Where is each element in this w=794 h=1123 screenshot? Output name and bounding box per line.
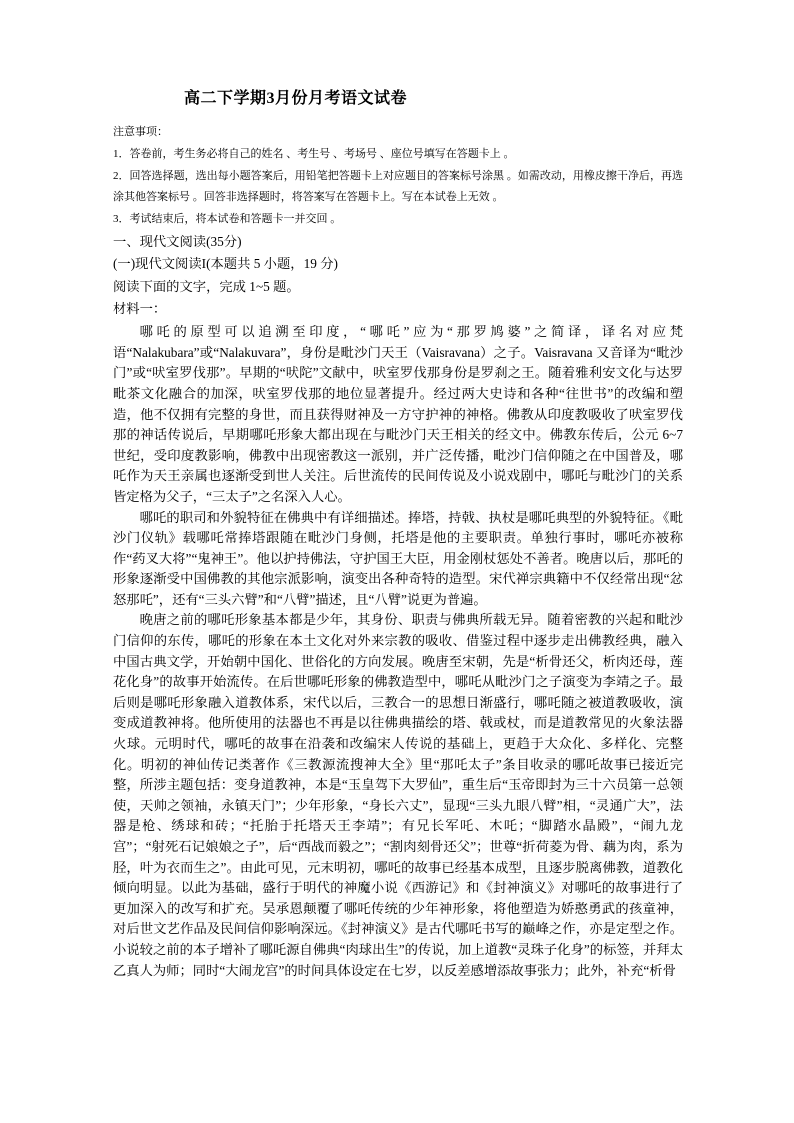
notice-heading: 注意事项：: [113, 126, 168, 138]
material-paragraph-3: 晚唐之前的哪吒形象基本都是少年，其身份、职责与佛典所载无异。随着密教的兴起和毗沙门信仰的东传，哪吒的形象在本土文化对外来宗教的吸收、借鉴过程中逐步走出佛教经典，融入中国古典文学，开始朝中国化、世俗化的方向发展。晚唐至宋朝，先是“析骨还父，析肉还母，莲花化身”的故事开始流传。在后世哪吒形象的佛教造型中，哪吒从毗沙门之子演变为李靖之子。最后则是哪吒形象融入道教体系，宋代以后，三教合一的思想日渐盛行，哪吒随之被道教吸收，演变成道教神将。他所使用的法器也不再是以往佛典描绘的塔、戟或杖，而是道教常见的火象法器火球。元明时代，哪吒的故事在沿袭和改编宋人传说的基础上，更趋于大众化、多样化、完整化。明初的神仙传记类著作《三教源流搜神大全》里“那吒太子”条目收录的哪吒故事已接近完整，所涉主题包括：变身道教神，本是“玉皇驾下大罗仙”，重生后“玉帝即封为三十六员第一总领使，天帅之领袖，永镇天门”；少年形象，“身长六丈”，显现“三头九眼八臂”相，“灵通广大”，法器是枪、绣球和砖；“托胎于托塔天王李靖”；有兄长军吒、木吒；“脚踏水晶殿”，“闹九龙宫”；“射死石记娘娘之子”，后“西战而毅之”；“割肉刻骨还父”；世尊“折荷菱为骨、藕为肉，系为胫，叶为衣而生之”。由此可见，元末明初，哪吒的故事已经基本成型，且逐步脱离佛教，道教化倾向明显。以此为基础，盛行于明代的神魔小说《西游记》和《封神演义》对哪吒的故事进行了更加深入的改写和扩充。吴承恩颠覆了哪吒传统的少年神形象，将他塑造为娇憨勇武的孩童神，对后世文艺作品及民间信仰影响深远。《封神演义》是古代哪吒书写的巅峰之作，亦是定型之作。小说较之前的本子增补了哪吒源自佛典“肉球出生”的传说，加上道教“灵珠子化身”的标签，并拜太乙真人为师；同时“大闹龙宫”的时间具体设定在七岁，以反差感增添故事张力；此外，补充“析骨: [113, 612, 683, 978]
material-body: [113, 322, 683, 981]
exam-title: 高二下学期3月份月考语文试卷: [183, 90, 407, 107]
section-headings: [113, 231, 683, 320]
subsection-heading-reading-one: (一)现代文阅读I(本题共 5 小题，19 分): [113, 256, 338, 272]
material-paragraph-2: 哪吒的职司和外貌特征在佛典中有详细描述。捧塔，持戟、执杖是哪吒典型的外貌特征。《毗沙门仪轨》载哪吒常捧塔跟随在毗沙门身侧，托塔是他的主要职责。单独行事时，哪吒亦被称作“药叉大将”“鬼神王”。他以护持佛法，守护国王大臣，用金刚杖惩处不善者。晚唐以后，那吒的形象逐渐受中国佛教的其他宗派影响，演变出各种奇特的造型。宋代禅宗典籍中不仅经常出现“忿怒那吒”，还有“三头六臂”和“八臂”描述，且“八臂”说更为普遍。: [113, 509, 683, 607]
notice-item-1: 1．答卷前，考生务必将自己的姓名 、考生号 、考场号 、座位号填写在答题卡上 。: [113, 147, 515, 160]
material-one-label: 材料一：: [113, 300, 167, 316]
notice-item-3: 3．考试结束后，将本试卷和答题卡一并交回 。: [113, 213, 342, 226]
material-paragraph-1: 哪吒的原型可以追溯至印度，“哪吒”应为“那罗鸠婆”之简译，译名对应梵语“Nalakubara”或“Nalakuvara”，身份是毗沙门天王（Vaisravana）之子。Vaisravana 又音译为“毗沙门”或“吠室罗伐那”。早期的“吠陀”文献中，吠室罗伐那身份是罗刹之王。随着雅利安文化与达罗毗茶文化融合的加深，吠室罗伐那的地位显著提升。经过两大史诗和各种“往世书”的改编和塑造，他不仅拥有完整的身世，而且获得财神及一方守护神的神格。佛教从印度教吸收了吠室罗伐那的神话传说后，早期哪吒形象大都出现在与毗沙门天王相关的经文中。佛教东传后，公元 6~7 世纪，受印度教影响，佛教中出现密教这一派别，并广泛传播，毗沙门信仰随之在中国普及，哪吒作为天王亲属也逐渐受到世人关注。后世流传的民间传说及小说戏剧中，哪吒与毗沙门的关系皆定格为父子，“三太子”之名深入人心。: [113, 324, 683, 504]
section-heading-modern-reading: 一、现代文阅读(35分): [113, 233, 242, 249]
reading-instruction: 阅读下面的文字，完成 1~5 题。: [113, 278, 300, 294]
notice-section: [113, 122, 683, 231]
notice-item-2: 2．回答选择题，选出每小题答案后，用铅笔把答题卡上对应题目的答案标号涂黑 。如需改动，用橡皮擦干净后，再选涂其他答案标号 。回答非选择题时，将答案写在答题卡上。写在本试卷上无效 。: [113, 169, 683, 204]
